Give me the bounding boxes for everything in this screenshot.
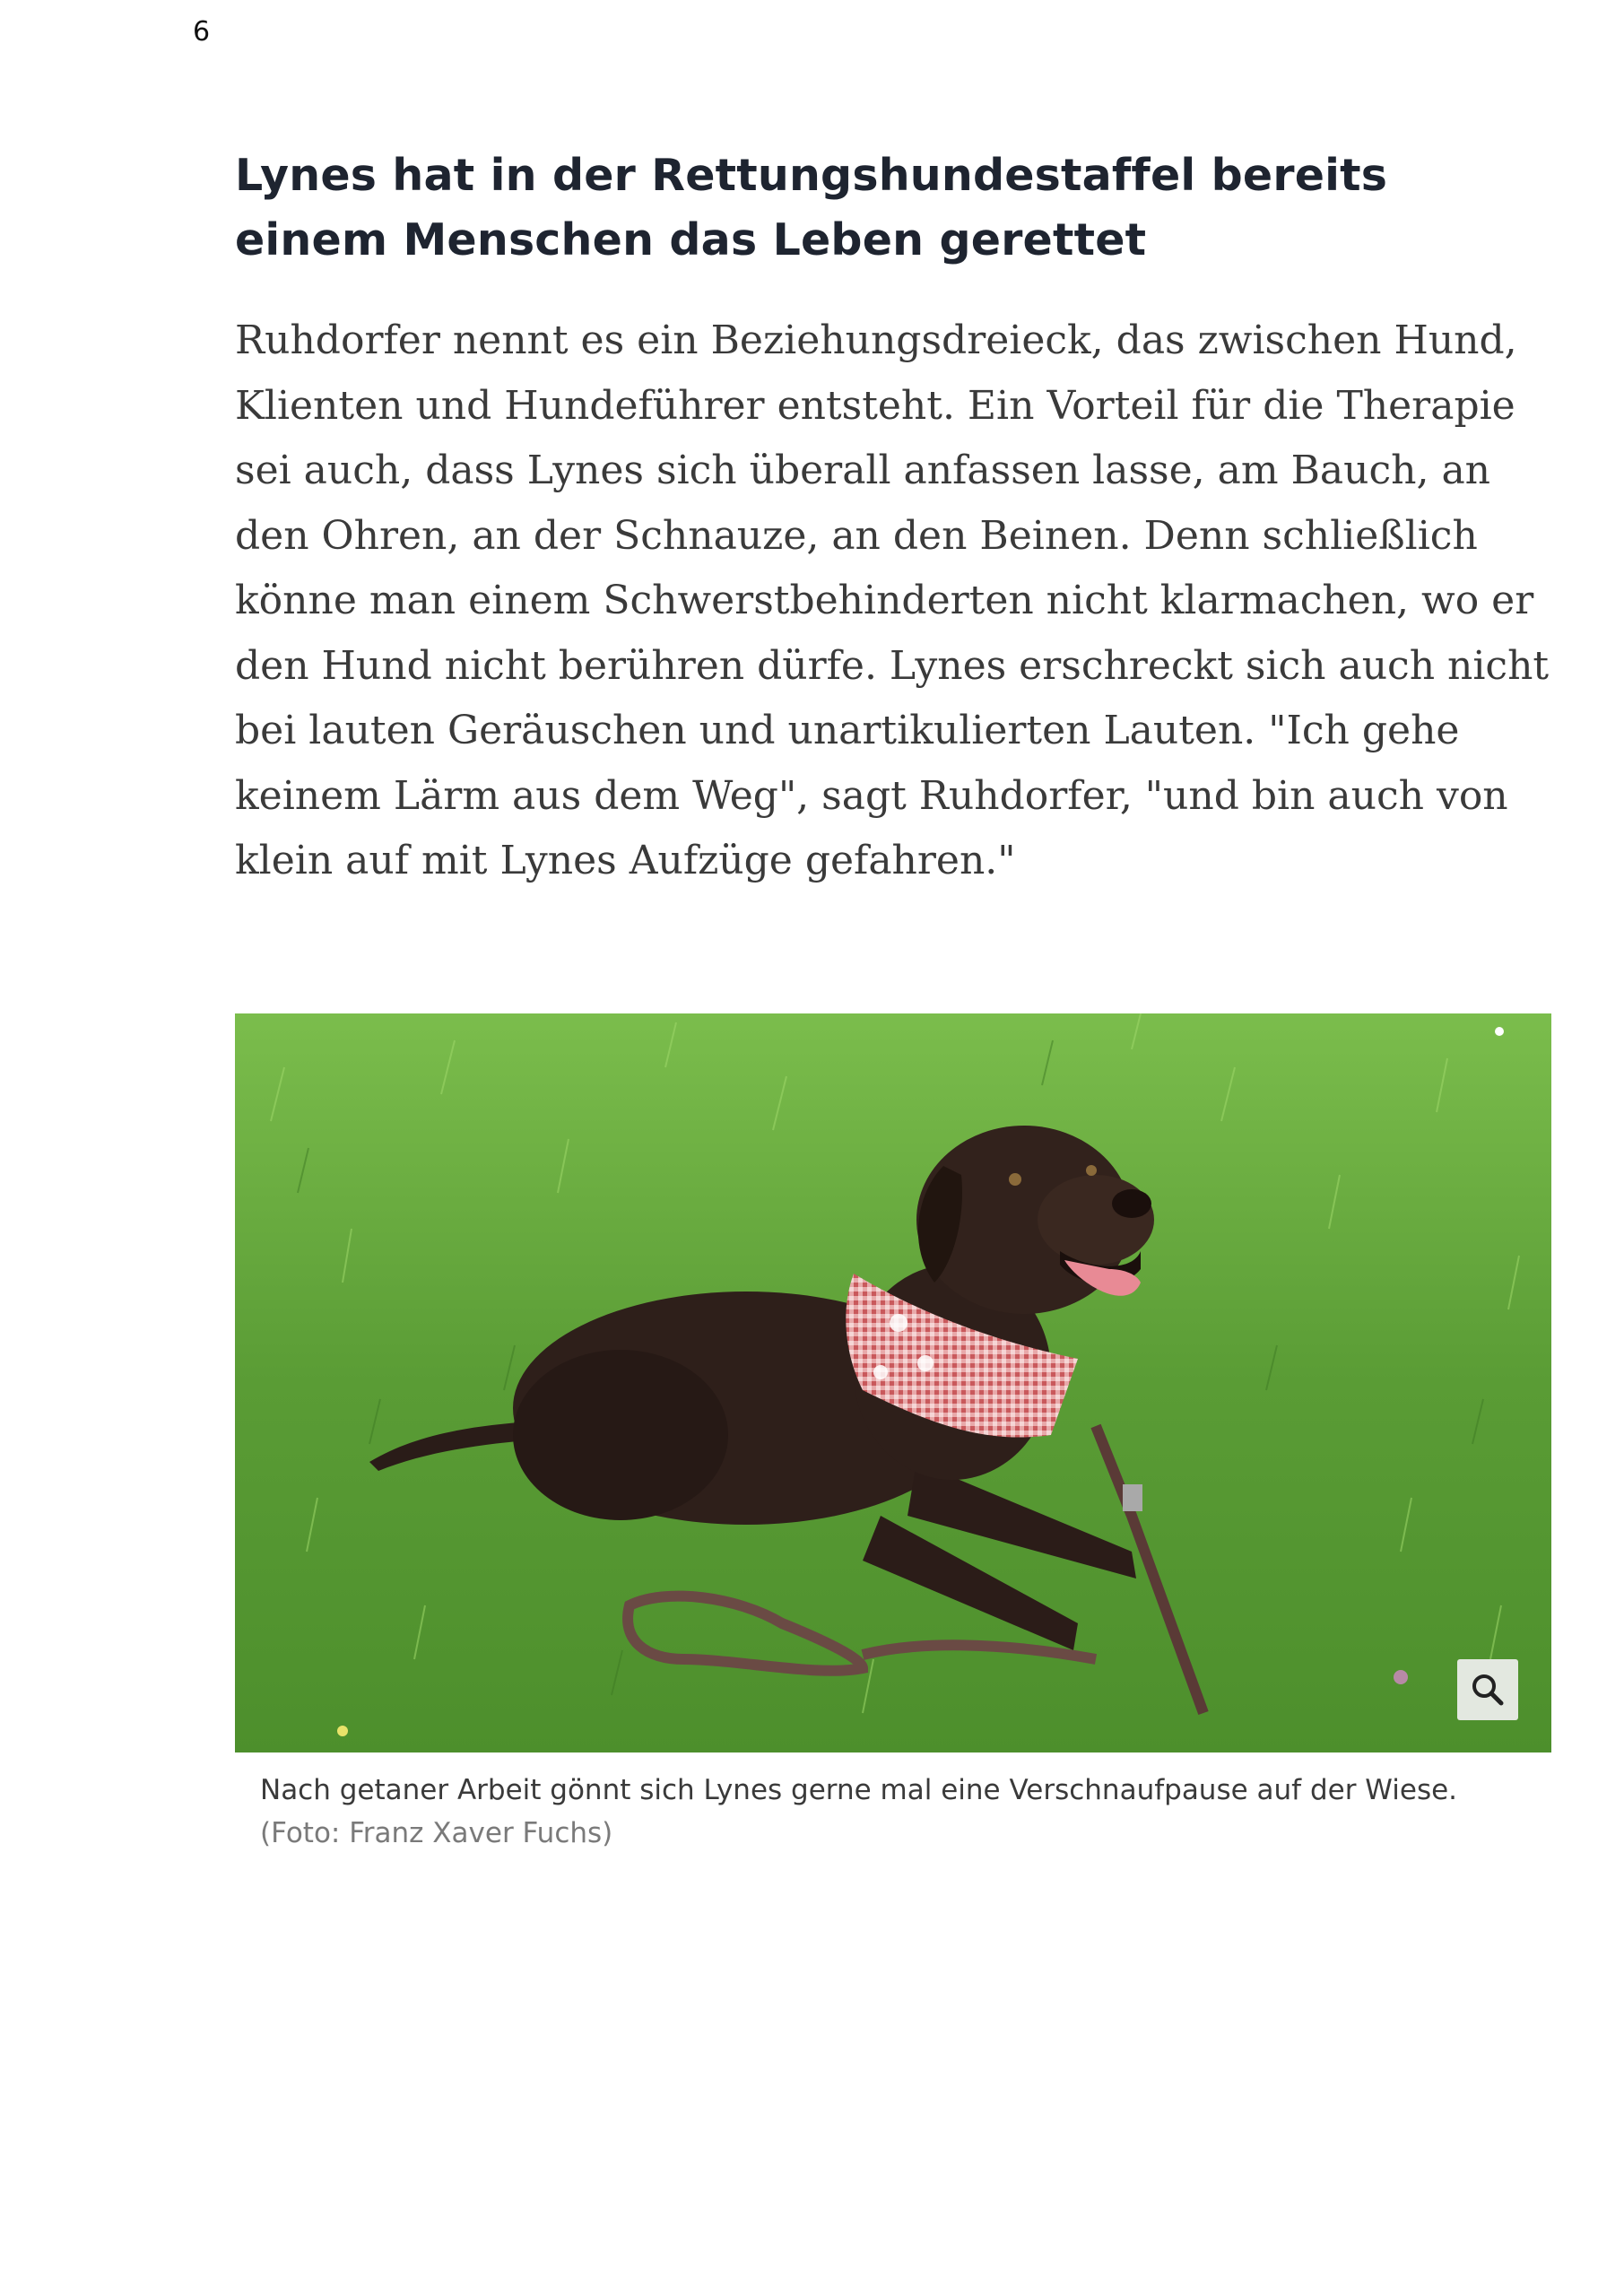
article bbox=[235, 144, 1551, 894]
photo-caption bbox=[260, 1769, 1515, 1855]
caption-text: Nach getaner Arbeit gönnt sich Lynes gerne mal eine Verschnaufpause auf der Wiese. bbox=[260, 1774, 1458, 1806]
dog-photo bbox=[235, 1013, 1551, 1752]
search-icon bbox=[1470, 1672, 1506, 1708]
zoom-button[interactable] bbox=[1457, 1659, 1518, 1720]
article-paragraph: Ruhdorfer nennt es ein Beziehungsdreieck, das zwischen Hund, Klienten und Hundeführer entsteht. Ein Vorteil für die Therapie sei auch, dass Lynes sich überall anfassen lasse, am Bauch, an den Ohren, an der Schnauze, an den Beinen. Denn schließlich könne man einem Schwerstbehinderten nicht klarmachen, wo er den Hund nicht berühren dürfe. Lynes erschreckt sich auch nicht bei lauten Geräuschen und unartikulierten Lauten. "Ich gehe keinem Lärm aus dem Weg", sagt Ruhdorfer, "und bin auch von klein auf mit Lynes Aufzüge gefahren." bbox=[235, 317, 1550, 883]
article-photo[interactable] bbox=[235, 1013, 1551, 1752]
page-number: 6 bbox=[193, 16, 211, 48]
photo-credit: (Foto: Franz Xaver Fuchs) bbox=[260, 1817, 613, 1849]
article-heading: Lynes hat in der Rettungshundestaffel bereits einem Menschen das Leben gerettet bbox=[235, 150, 1388, 265]
